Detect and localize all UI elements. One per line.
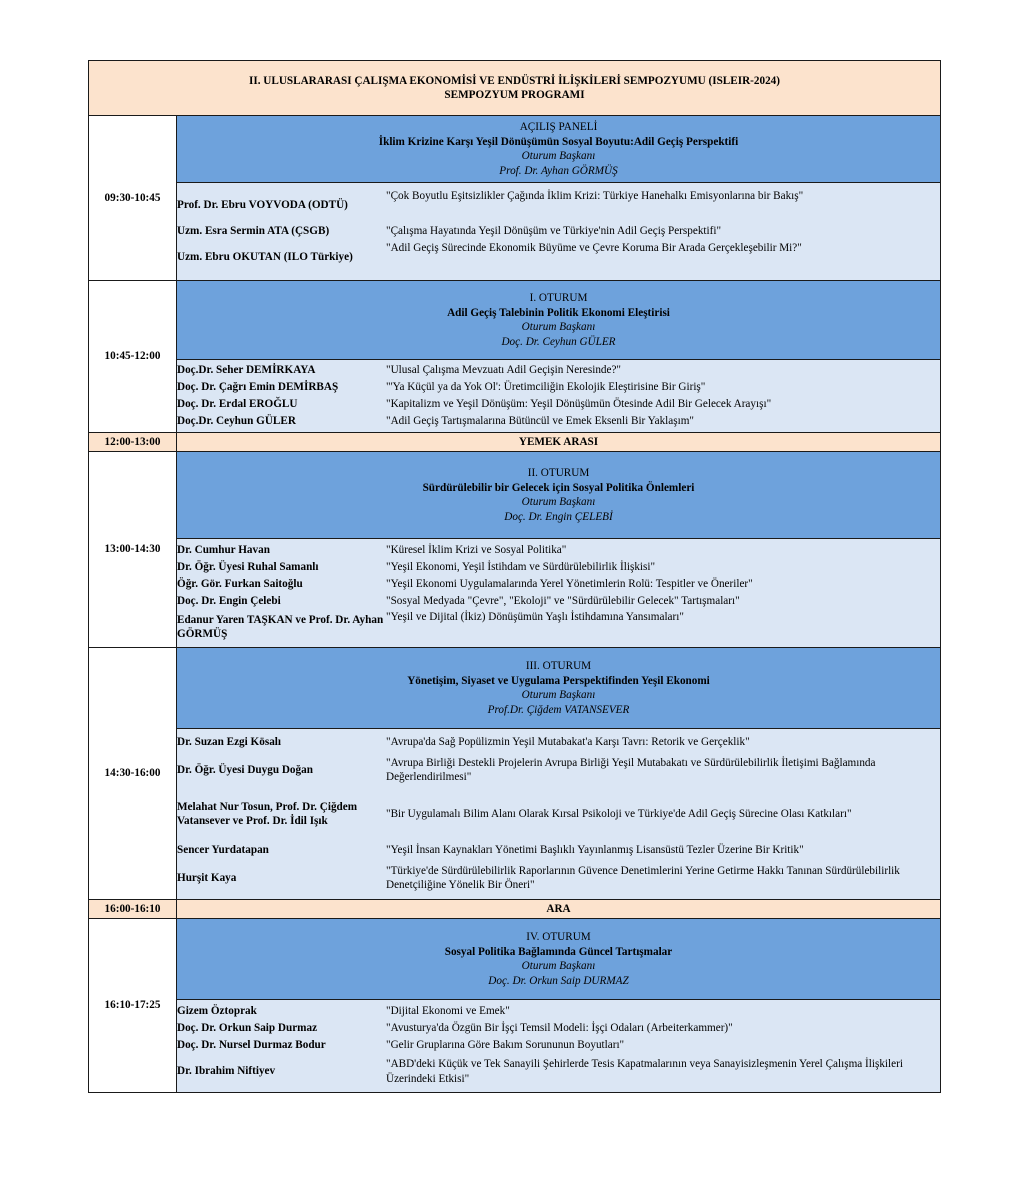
presentation-title: "Çalışma Hayatında Yeşil Dönüşüm ve Türkiye'nin Adil Geçiş Perspektifi" [386,225,722,238]
presentation-item [177,542,940,559]
speaker-name: Sencer Yurdatapan [177,843,269,856]
presentation-item [177,610,940,644]
presentation-title: "Sosyal Medyada "Çevre", "Ekoloji" ve "Sürdürülebilir Gelecek" Tartışmaları" [386,595,740,608]
presentation-title: "Ulusal Çalışma Mevzuatı Adil Geçişin Neresinde?" [386,364,622,377]
presentation-item [177,241,940,275]
presentation-title: "'Ya Küçül ya da Yok Ol': Üretimciliğin Ekolojik Eleştirisine Bir Giriş" [386,381,706,394]
presentation-title: "Çok Boyutlu Eşitsizlikler Çağında İklim Krizi: Türkiye Hanehalkı Emisyonlarına bir Bakış" [386,189,804,202]
speaker-name: Dr. Cumhur Havan [177,544,270,557]
session-header [177,919,941,1000]
presentation-item [177,1020,940,1037]
session-kind: AÇILIŞ PANELİ [519,121,598,133]
break-row [89,900,941,919]
session-chair: Doç. Dr. Orkun Saip DURMAZ [488,974,629,987]
break-row [89,433,941,452]
speaker-name: Gizem Öztoprak [177,1004,257,1017]
session-kind: II. OTURUM [527,467,590,479]
presentation-title: "Gelir Gruplarına Göre Bakım Sorununun Boyutları" [386,1038,625,1051]
session-chair: Doç. Dr. Ceyhun GÜLER [501,335,616,348]
speaker-name: Doç. Dr. Nursel Durmaz Bodur [177,1038,326,1051]
presentation-title: "Adil Geçiş Sürecinde Ekonomik Büyüme ve Çevre Koruma Bir Arada Gerçekleşebilir Mi?" [386,241,802,254]
presentations-list [177,539,941,648]
speaker-name: Doç.Dr. Seher DEMİRKAYA [177,364,316,377]
session-kind: I. OTURUM [529,292,588,304]
presentation-item [177,1003,940,1020]
presentation-item [177,379,940,396]
break-label: ARA [177,900,941,919]
speaker-name: Melahat Nur Tosun, Prof. Dr. Çiğdem Vatansever ve Prof. Dr. İdil Işık [177,800,358,827]
session-header [177,281,941,360]
break-time: 16:00-16:10 [89,900,177,919]
presentation-item [177,189,940,223]
presentation-title: "Kapitalizm ve Yeşil Dönüşüm: Yeşil Dönüşümün Ötesinde Adil Bir Gelecek Arayışı" [386,398,772,411]
presentation-item [177,860,940,896]
session-row [89,281,941,360]
presentation-item [177,593,940,610]
session-title: Sosyal Politika Bağlamında Güncel Tartışmalar [444,945,673,958]
session-time: 16:10-17:25 [89,919,177,1093]
presentation-title: "Avusturya'da Özgün Bir İşçi Temsil Modeli: İşçi Odaları (Arbeiterkammer)" [386,1021,733,1034]
presentation-title: "Yeşil Ekonomi Uygulamalarında Yerel Yönetimlerin Rolü: Tespitler ve Öneriler" [386,578,753,591]
session-header [177,116,941,183]
presentation-item [177,788,940,840]
presentation-title: "ABD'deki Küçük ve Tek Sanayili Şehirlerde Tesis Kapatmalarının veya Sanayisizleşmenin Yerel Çalışma İlişkileri Üzerindeki Etkisi" [386,1058,903,1085]
title-line-1: II. ULUSLARARASI ÇALIŞMA EKONOMİSİ VE ENDÜSTRİ İLİŞKİLERİ SEMPOZYUMU (ISLEIR-2024) [249,74,780,87]
speaker-name: Uzm. Esra Sermin ATA (ÇSGB) [177,225,330,238]
presentation-item [177,840,940,860]
chair-label: Oturum Başkanı [521,496,596,508]
chair-label: Oturum Başkanı [521,321,596,333]
presentations-list [177,183,941,281]
session-title: Adil Geçiş Talebinin Politik Ekonomi Eleştirisi [447,306,670,319]
presentation-title: "Türkiye'de Sürdürülebilirlik Raporlarının Güvence Denetimlerini Yerine Getirme Hakkı Tanınan Sürdürülebilirlik Denetçiliğine Yönelik Bir Öneri" [386,864,900,891]
session-time: 09:30-10:45 [89,116,177,281]
session-row [89,452,941,539]
session-time: 13:00-14:30 [89,452,177,648]
speaker-name: Doç. Dr. Erdal EROĞLU [177,398,298,411]
break-label: YEMEK ARASI [177,433,941,452]
presentation-title: "Yeşil ve Dijital (İkiz) Dönüşümün Yaşlı İstihdamına Yansımaları" [386,611,684,623]
presentation-item [177,576,940,593]
speaker-name: Hurşit Kaya [177,871,237,884]
speaker-name: Doç. Dr. Çağrı Emin DEMİRBAŞ [177,381,339,394]
presentation-item [177,223,940,241]
session-title: Sürdürülebilir bir Gelecek için Sosyal Politika Önlemleri [422,481,695,494]
presentation-title: "Bir Uygulamalı Bilim Alanı Olarak Kırsal Psikoloji ve Türkiye'de Adil Geçiş Sürecine Olası Katkıları" [386,807,852,820]
presentation-title: "Dijital Ekonomi ve Emek" [386,1004,510,1017]
presentation-title: "Avrupa Birliği Destekli Projelerin Avrupa Birliği Yeşil Mutabakatı ve Sürdürülebilirlik İletişimi Bağlamında Değerlendirilmesi" [386,756,876,783]
presentation-item [177,413,940,430]
session-kind: IV. OTURUM [526,931,591,943]
presentation-title: "Yeşil İnsan Kaynakları Yönetimi Başlıklı Yayınlanmış Lisansüstü Tezler Üzerine Bir Kritik" [386,843,804,856]
presentations-list [177,729,941,900]
chair-label: Oturum Başkanı [521,689,596,701]
presentations-list [177,1000,941,1093]
speaker-name: Uzm. Ebru OKUTAN (ILO Türkiye) [177,251,353,264]
speaker-name: Dr. Öğr. Üyesi Ruhal Samanlı [177,561,319,574]
session-header [177,648,941,729]
speaker-name: Dr. Öğr. Üyesi Duygu Doğan [177,763,313,776]
session-row [89,919,941,1000]
speaker-name: Doç. Dr. Orkun Saip Durmaz [177,1021,318,1034]
presentation-title: "Adil Geçiş Tartışmalarına Bütüncül ve Emek Eksenli Bir Yaklaşım" [386,415,694,428]
session-header [177,452,941,539]
presentation-item [177,559,940,576]
chair-label: Oturum Başkanı [521,960,596,972]
presentation-title: "Yeşil Ekonomi, Yeşil İstihdam ve Sürdürülebilirlik İlişkisi" [386,561,656,574]
title-line-2: SEMPOZYUM PROGRAMI [444,89,585,101]
speaker-name: Edanur Yaren TAŞKAN ve Prof. Dr. Ayhan GÖRMÜŞ [177,613,384,640]
session-chair: Prof.Dr. Çiğdem VATANSEVER [487,703,630,716]
session-row [89,116,941,183]
presentation-title: "Küresel İklim Krizi ve Sosyal Politika" [386,544,567,557]
speaker-name: Dr. Ibrahim Niftiyev [177,1065,276,1078]
presentations-list [177,360,941,433]
speaker-name: Prof. Dr. Ebru VOYVODA (ODTÜ) [177,199,348,212]
session-title: İklim Krizine Karşı Yeşil Dönüşümün Sosyal Boyutu:Adil Geçiş Perspektifi [378,135,739,148]
session-time: 10:45-12:00 [89,281,177,433]
presentation-item [177,1054,940,1090]
presentation-item [177,362,940,379]
session-title: Yönetişim, Siyaset ve Uygulama Perspektifinden Yeşil Ekonomi [407,674,710,687]
session-chair: Prof. Dr. Ayhan GÖRMÜŞ [499,164,618,177]
presentation-title: "Avrupa'da Sağ Popülizmin Yeşil Mutabakat'a Karşı Tavrı: Retorik ve Gerçeklik" [386,735,750,748]
speaker-name: Öğr. Gör. Furkan Saitoğlu [177,578,303,591]
presentation-item [177,732,940,752]
presentation-item [177,752,940,788]
speaker-name: Doç.Dr. Ceyhun GÜLER [177,415,296,428]
session-chair: Doç. Dr. Engin ÇELEBİ [504,510,613,523]
presentation-item [177,1037,940,1054]
speaker-name: Dr. Suzan Ezgi Kösalı [177,735,282,748]
program-table [88,60,941,1093]
session-kind: III. OTURUM [525,660,592,672]
chair-label: Oturum Başkanı [521,150,596,162]
speaker-name: Doç. Dr. Engin Çelebi [177,595,281,608]
session-time: 14:30-16:00 [89,648,177,900]
program-title [89,61,941,116]
presentation-item [177,396,940,413]
break-time: 12:00-13:00 [89,433,177,452]
session-row [89,648,941,729]
